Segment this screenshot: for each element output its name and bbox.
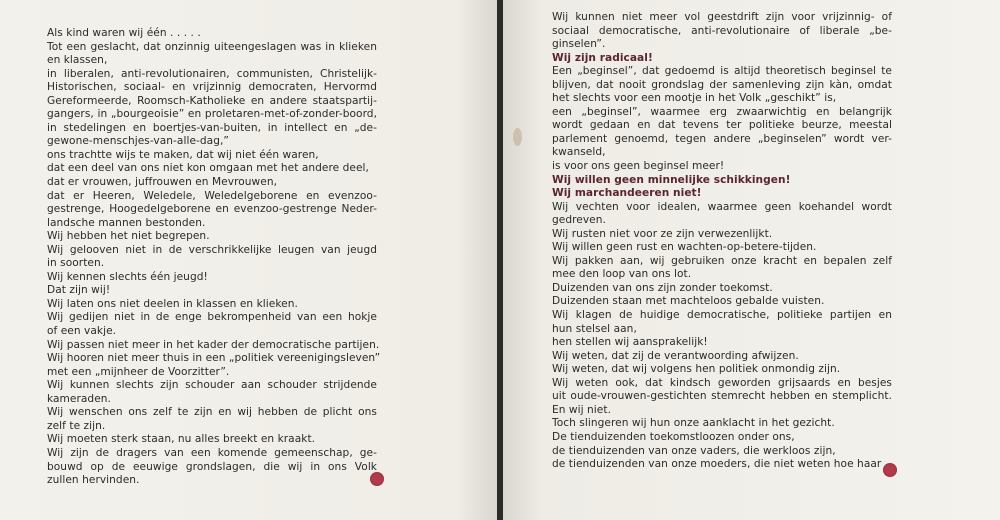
text-line: dat een deel van ons niet kon omgaan met het andere deel, — [47, 162, 369, 175]
text-line: Wij pakken aan, wij gebruiken onze kracht en bepalen zelf — [552, 254, 892, 267]
text-line-bold: Wij zijn radicaal! — [552, 51, 653, 64]
text-line: ons trachtte wijs te maken, dat wij niet één waren, — [47, 148, 319, 161]
text-line: Toch slingeren wij hun onze aanklacht in het gezicht. — [552, 417, 835, 430]
paper-stain — [513, 128, 522, 146]
text-line: Wij hebben het niet begrepen. — [47, 230, 210, 243]
text-line: Historischen, sociaal- en vrijzinnig democraten, Hervormd — [47, 81, 377, 94]
text-line: zullen hervinden. — [47, 474, 140, 487]
page-dot-marker — [370, 472, 384, 486]
text-line: uit oude-vrouwen-gestichten stemrecht hebben en stemplicht. — [552, 390, 892, 403]
text-line: sociaal democratische, anti-revolutionaire of liberale „be- — [552, 24, 892, 37]
text-line: Wij kunnen niet meer vol geestdrift zijn voor vrijzinnig- of — [552, 11, 892, 23]
text-line: wordt gedaan en dat tevens ter politieke beurze, meestal — [552, 119, 892, 132]
text-line: gewone-menschjes-van-alle-dag,” — [47, 135, 229, 148]
text-line: mee den loop van ons lot. — [552, 268, 692, 281]
text-line: Wij zijn de dragers van een komende gemeenschap, ge- — [47, 446, 377, 459]
text-line: in liberalen, anti-revolutionairen, communisten, Christelijk- — [47, 67, 377, 80]
text-line: parlement genoemd, tegen andere „beginselen” wordt ver- — [552, 132, 892, 145]
text-line: dat er vrouwen, juffrouwen en Mevrouwen, — [47, 176, 278, 189]
text-line: gestrenge, Hoogedelgeborene en evenzoo-gestrenge Neder- — [47, 203, 377, 216]
text-line: Wij moeten sterk staan, nu alles breekt en kraakt. — [47, 433, 316, 446]
text-line: zelf te zijn. — [47, 419, 106, 432]
text-line: dat er Heeren, Weledele, Weledelgeborene en evenzoo- — [47, 189, 377, 202]
text-line: Een „beginsel”, dat gedoemd is altijd theoretisch beginsel te — [552, 65, 892, 78]
text-line: Wij hooren niet meer thuis in een „politiek vereenigingsleven” — [47, 352, 381, 365]
text-line: Wij laten ons niet deelen in klassen en klieken. — [47, 297, 298, 310]
text-line: Wij wenschen ons zelf te zijn en wij hebben de plicht ons — [47, 406, 377, 419]
right-page-text — [552, 11, 892, 472]
text-line: de tienduizenden van onze moeders, die niet weten hoe haar — [552, 458, 882, 471]
text-line: Wij gedijen niet in de enge bekrompenheid van een hokje — [47, 311, 377, 324]
text-line: Wij rusten niet voor ze zijn verwezenlijkt. — [552, 227, 773, 240]
page-dot-marker — [883, 463, 897, 477]
text-line: gangers, in „bourgeoisie” en proletaren-met-of-zonder-boord, — [47, 108, 377, 121]
text-line: is voor ons geen beginsel meer! — [552, 160, 725, 173]
text-line: Duizenden staan met machteloos gebalde vuisten. — [552, 295, 825, 308]
text-line: blijven, dat nooit grondslag der samenleving zijn kàn, omdat — [552, 78, 892, 91]
text-line-bold: Wij marchandeeren niet! — [552, 187, 702, 200]
text-line: ginselen”. — [552, 38, 606, 51]
text-line: Duizenden van ons zijn zonder toekomst. — [552, 281, 773, 294]
right-page — [503, 0, 1000, 520]
text-line: gedreven. — [552, 214, 606, 227]
text-line: bouwd op de eeuwige grondslagen, die wij in ons Volk — [47, 460, 377, 473]
text-line: Wij klagen de huidige democratische, politieke partijen en — [552, 309, 892, 322]
left-page — [0, 0, 497, 520]
text-line: of een vakje. — [47, 325, 117, 338]
text-line: in soorten. — [47, 257, 105, 270]
text-line: hen stellen wij aansprakelijk! — [552, 336, 708, 349]
text-line: Als kind waren wij één . . . . . — [47, 27, 201, 39]
text-line: Wij weten, dat wij volgens hen politiek onmondig zijn. — [552, 363, 841, 376]
text-line: landsche mannen bestonden. — [47, 216, 206, 229]
text-line: Gereformeerde, Roomsch-Katholieke en andere staatspartij- — [47, 94, 377, 107]
text-line: Wij willen geen rust en wachten-op-betere-tijden. — [552, 241, 817, 254]
text-line: Wij weten, dat zij de verantwoording afwijzen. — [552, 349, 799, 362]
text-line: Wij passen niet meer in het kader der democratische partijen. — [47, 338, 380, 351]
text-line: de tienduizenden van onze vaders, die werkloos zijn, — [552, 444, 836, 457]
text-line: hun stelsel aan, — [552, 322, 637, 335]
left-page-text — [47, 27, 381, 488]
text-line: Wij kunnen slechts zijn schouder aan schouder strijdende — [47, 379, 377, 392]
text-line: Wij kennen slechts één jeugd! — [47, 270, 208, 283]
text-line: Wij gelooven niet in de verschrikkelijke leugen van jeugd — [47, 243, 377, 256]
text-line: kwanseld, — [552, 146, 606, 159]
text-line: een „beginsel”, waarmee erg zwaarwichtig en belangrijk — [552, 105, 892, 118]
text-line: in stedelingen en boertjes-van-buiten, in intellect en „de- — [47, 121, 377, 134]
text-line: Tot een geslacht, dat onzinnig uiteengeslagen was in klieken — [47, 40, 377, 53]
text-line: en klassen, — [47, 54, 108, 67]
text-line: kameraden. — [47, 392, 111, 405]
text-line: Dat zijn wij! — [47, 284, 111, 297]
text-line: En wij niet. — [552, 403, 611, 416]
text-line: De tienduizenden toekomstloozen onder ons, — [552, 430, 795, 443]
text-line: het slechts voor een mootje in het Volk „geschikt” is, — [552, 92, 837, 105]
text-line: met een „mijnheer de Voorzitter”. — [47, 365, 230, 378]
text-line: Wij weten ook, dat kindsch geworden grijsaards en besjes — [552, 376, 892, 389]
text-line-bold: Wij willen geen minnelijke schikkingen! — [552, 173, 791, 186]
text-line: Wij vechten voor idealen, waarmee geen koehandel wordt — [552, 200, 892, 213]
